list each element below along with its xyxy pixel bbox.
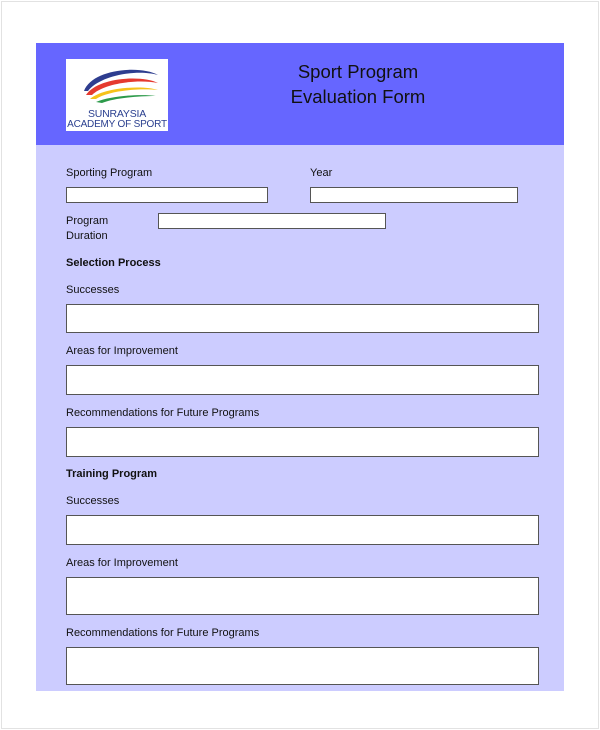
selection-recommendations-label: Recommendations for Future Programs [66,407,260,419]
training-recommendations-label: Recommendations for Future Programs [66,627,260,639]
selection-successes-label: Successes [66,284,120,296]
program-duration-label-line2: Duration [66,230,108,242]
logo-name-line1: SUNRAYSIA [87,108,147,120]
year-input[interactable] [310,187,518,203]
selection-improvement-label: Areas for Improvement [66,345,178,357]
training-successes-textarea[interactable] [66,515,539,545]
academy-logo [66,59,168,131]
year-label: Year [310,167,333,179]
training-recommendations-textarea[interactable] [66,647,539,685]
form-header [36,43,564,145]
selection-successes-textarea[interactable] [66,304,539,333]
logo-name-line2: ACADEMY OF SPORT [67,119,167,130]
program-duration-label-line1: Program [66,215,109,227]
selection-improvement-textarea[interactable] [66,365,539,395]
form-title-line1: Sport Program [297,61,419,82]
training-improvement-label: Areas for Improvement [66,557,178,569]
form-title [258,59,458,109]
training-successes-label: Successes [66,495,120,507]
section-heading-training-program: Training Program [66,468,158,480]
form-title-line2: Evaluation Form [290,86,426,107]
sporting-program-input[interactable] [66,187,268,203]
section-heading-selection-process: Selection Process [66,257,161,269]
evaluation-form [36,43,564,691]
selection-recommendations-textarea[interactable] [66,427,539,457]
logo-swoosh-icon [66,59,168,109]
program-duration-input[interactable] [158,213,386,229]
sporting-program-label: Sporting Program [66,167,153,179]
training-improvement-textarea[interactable] [66,577,539,615]
